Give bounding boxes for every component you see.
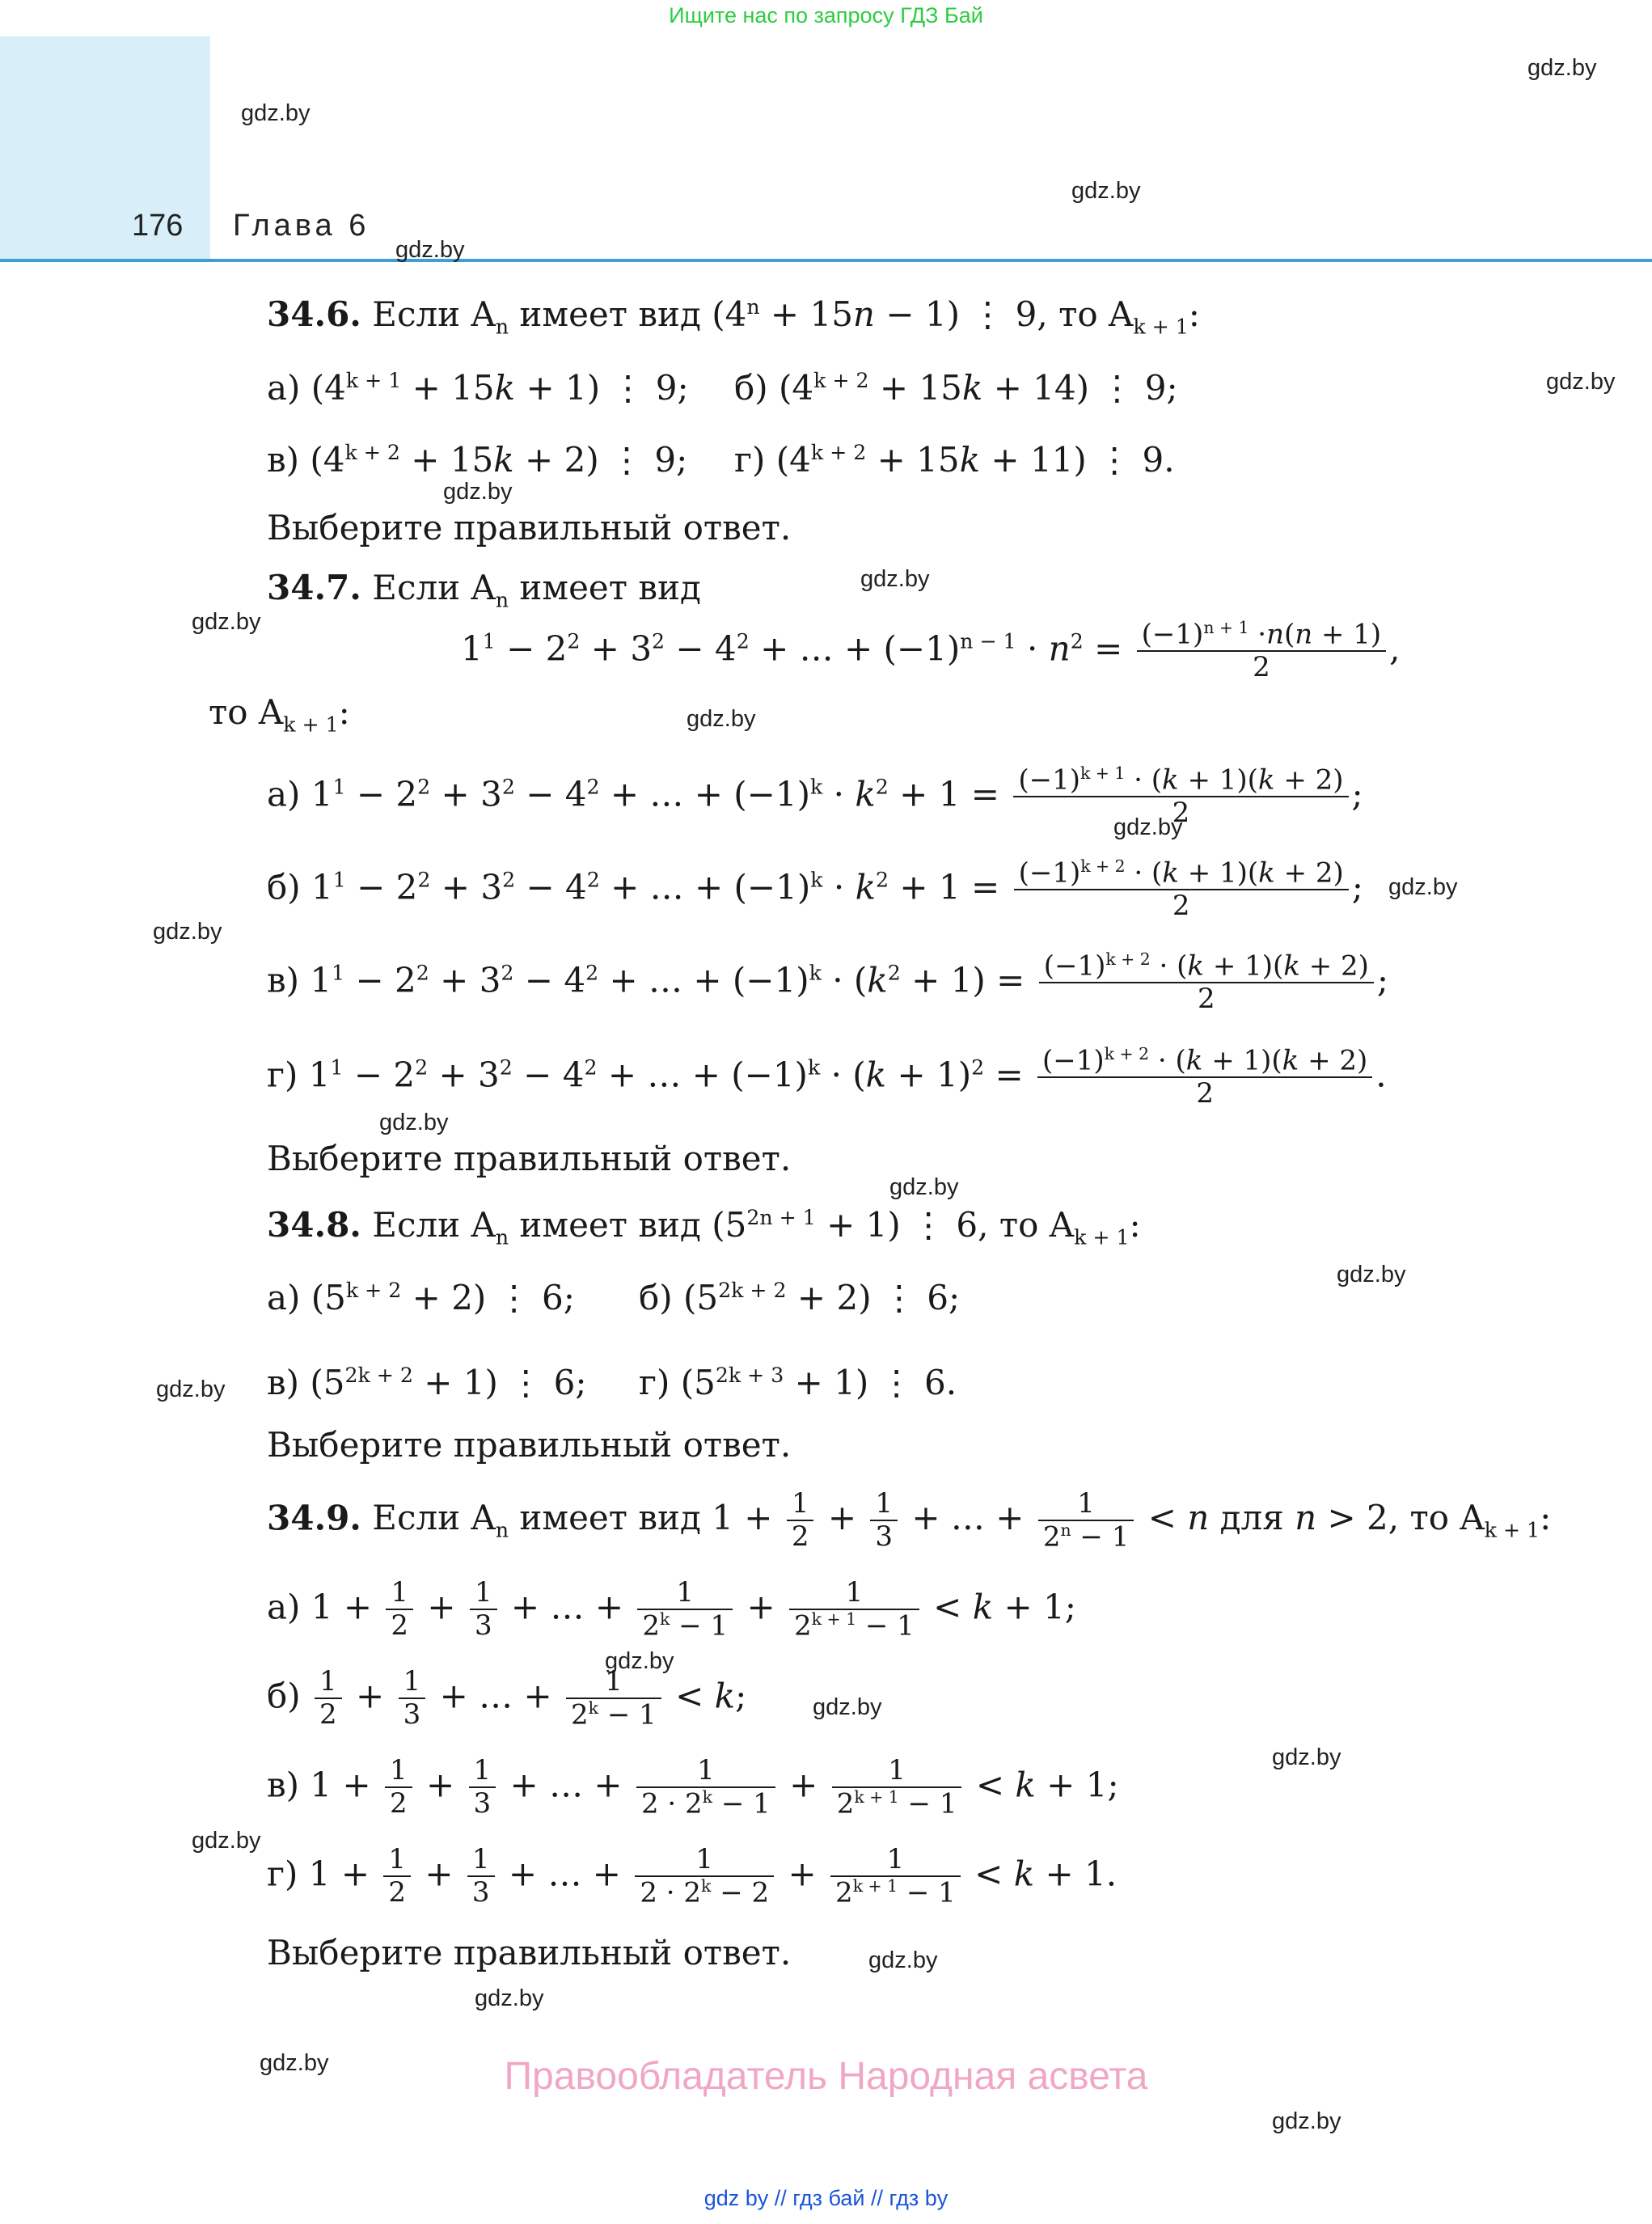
- problem-34-7-statement: [267, 568, 701, 611]
- watermark: gdz.by: [379, 1110, 449, 1135]
- problem-stem: Если $A_n$ имеет вид 1 + $\frac{1}{2}$ + $\frac{1}{3}$ + … + $\frac{1}{2^n - 1}$ < n для n > 2, то $A_{k + 1}$:: [372, 1487, 1552, 1554]
- option-c: в) $(5^{2k + 2} + 1)$ ⋮ 6;: [267, 1363, 587, 1402]
- option-c: в) $1^1 - 2^2 + 3^2 - 4^2$ + … + $(-1)^k \cdot (k^2 + 1)$ = $\frac{(-1)^{k + 2} \cdot (k + 1)(k + 2)}{2}$ ;: [267, 949, 1389, 1016]
- watermark: gdz.by: [1272, 1744, 1341, 1770]
- problem-target: то $A_{k + 1}$:: [209, 692, 350, 737]
- option-a: а) $(5^{k + 2} + 2)$ ⋮ 6;: [267, 1278, 575, 1317]
- watermark: gdz.by: [192, 609, 261, 635]
- watermark: gdz.by: [1113, 814, 1183, 840]
- problem-stem: Если $A_n$ имеет вид $(5^{2n + 1} + 1)$ ⋮ 6, то $A_{k + 1}$:: [372, 1205, 1141, 1249]
- problem-34-9-statement: [267, 1488, 1551, 1554]
- option-b: б) $1^1 - 2^2 + 3^2 - 4^2$ + … + $(-1)^k \cdot k^2 + 1$ = $\frac{(-1)^{k + 2} \cdot (k + 1)(k + 2)}{2}$ ;: [267, 856, 1363, 923]
- option-a: а) 1 + $\frac{1}{2}$ + $\frac{1}{3}$ + … + $\frac{1}{2^k - 1}$ + $\frac{1}{2^{k + 1} - 1}$ < k + 1;: [267, 1576, 1076, 1643]
- option-c: в) $(4^{k + 2} + 15k + 2)$ ⋮ 9;: [267, 440, 688, 480]
- problem-34-8-statement: [267, 1205, 1141, 1249]
- chapter-title: Глава 6: [233, 209, 370, 243]
- problem-34-6-statement: [267, 294, 1200, 338]
- option-b: б) $\frac{1}{2}$ + $\frac{1}{3}$ + … + $\frac{1}{2^k - 1}$ < k;: [267, 1665, 747, 1731]
- footer-links[interactable]: gdz by // гдз бай // гдз by: [703, 2186, 949, 2210]
- watermark: gdz.by: [1546, 369, 1616, 395]
- option-a: а) $1^1 - 2^2 + 3^2 - 4^2$ + … + $(-1)^k \cdot k^2 + 1$ = $\frac{(-1)^{k + 1} \cdot (k + 1)(k + 2)}{2}$ ;: [267, 763, 1363, 830]
- option-b: б) $(4^{k + 2} + 15k + 14)$ ⋮ 9;: [734, 368, 1178, 408]
- watermark: gdz.by: [241, 100, 311, 126]
- option-b: б) $(5^{2k + 2} + 2)$ ⋮ 6;: [639, 1278, 961, 1317]
- watermark: gdz.by: [1527, 55, 1597, 81]
- problem-number: 34.9.: [267, 1498, 361, 1538]
- choose-answer-prompt: Выберите правильный ответ.: [267, 1933, 792, 1972]
- header-divider: [0, 259, 1652, 262]
- watermark: gdz.by: [395, 237, 465, 263]
- problem-number: 34.8.: [267, 1205, 361, 1245]
- watermark: gdz.by: [813, 1694, 882, 1720]
- problem-stem: Если $A_n$ имеет вид $(4^n + 15n - 1)$ ⋮ 9, то $A_{k + 1}$:: [372, 294, 1200, 339]
- watermark: gdz.by: [860, 566, 930, 592]
- watermark: gdz.by: [889, 1174, 959, 1200]
- choose-answer-prompt: Выберите правильный ответ.: [267, 1425, 792, 1465]
- watermark: gdz.by: [1337, 1262, 1406, 1287]
- problem-formula: $1^1 - 2^2 + 3^2 - 4^2$ + … + $(-1)^{n - 1} \cdot n^2$ = $\frac{(-1)^{n + 1} \cdot n(n + 1)}{2}$ ,: [461, 618, 1401, 684]
- problem-stem: Если $A_n$ имеет вид: [372, 568, 701, 612]
- option-d: г) 1 + $\frac{1}{2}$ + $\frac{1}{3}$ + … + $\frac{1}{2 \cdot 2^k - 2}$ + $\frac{1}{2^{k + 1} - 1}$ < k + 1.: [267, 1843, 1118, 1909]
- watermark: gdz.by: [443, 479, 513, 505]
- page-number: 176: [132, 209, 184, 243]
- watermark: gdz.by: [868, 1947, 938, 1973]
- problem-number: 34.6.: [267, 294, 361, 334]
- option-d: г) $(4^{k + 2} + 15k + 11)$ ⋮ 9.: [734, 440, 1175, 480]
- choose-answer-prompt: Выберите правильный ответ.: [267, 508, 792, 548]
- problem-number: 34.7.: [267, 568, 361, 607]
- watermark: gdz.by: [605, 1648, 674, 1674]
- search-hint-banner: Ищите нас по запросу ГДЗ Бай: [669, 3, 983, 27]
- copyright-holder: Правообладатель Народная асвета: [504, 2055, 1148, 2098]
- watermark: gdz.by: [1272, 2108, 1341, 2134]
- option-d: г) $1^1 - 2^2 + 3^2 - 4^2$ + … + $(-1)^k \cdot (k + 1)^2$ = $\frac{(-1)^{k + 2} \cdot (k + 1)(k + 2)}{2}$ .: [267, 1044, 1387, 1110]
- option-a: а) $(4^{k + 1} + 15k + 1)$ ⋮ 9;: [267, 368, 689, 408]
- choose-answer-prompt: Выберите правильный ответ.: [267, 1139, 792, 1178]
- watermark: gdz.by: [687, 706, 756, 732]
- watermark: gdz.by: [156, 1376, 226, 1402]
- watermark: gdz.by: [192, 1828, 261, 1854]
- option-d: г) $(5^{2k + 3} + 1)$ ⋮ 6.: [639, 1363, 957, 1402]
- watermark: gdz.by: [475, 1985, 544, 2011]
- watermark: gdz.by: [260, 2050, 329, 2076]
- watermark: gdz.by: [1388, 874, 1458, 900]
- watermark: gdz.by: [153, 919, 222, 945]
- watermark: gdz.by: [1071, 178, 1141, 204]
- option-c: в) 1 + $\frac{1}{2}$ + $\frac{1}{3}$ + … + $\frac{1}{2 \cdot 2^k - 1}$ + $\frac{1}{2^{k + 1} - 1}$ < k + 1;: [267, 1754, 1119, 1820]
